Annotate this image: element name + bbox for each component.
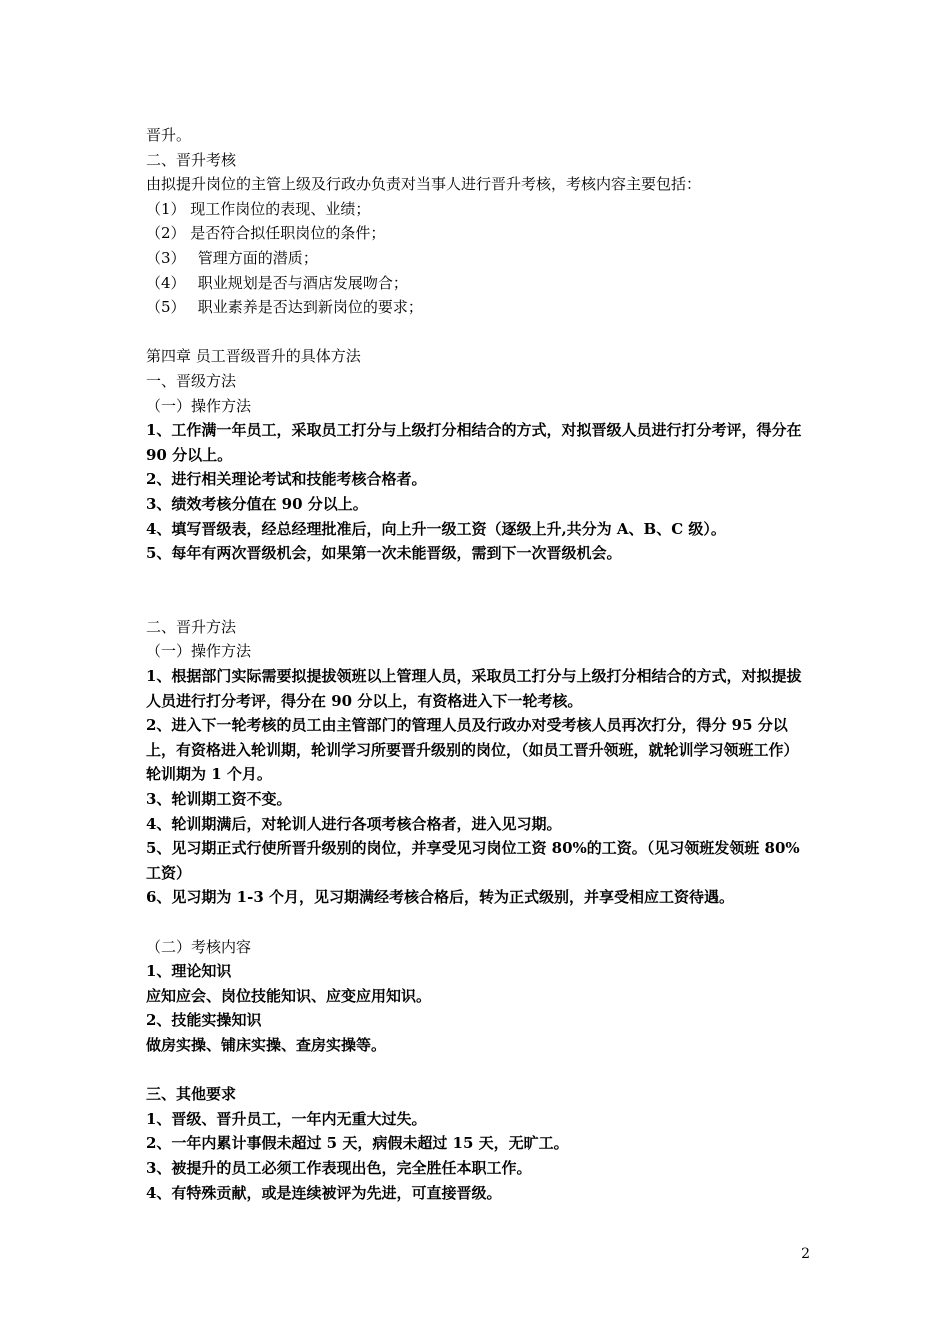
section-heading: 三、其他要求 bbox=[146, 1085, 237, 1104]
list-item: 4、轮训期满后，对轮训人进行各项考核合格者，进入见习期。 bbox=[146, 814, 562, 833]
document-body bbox=[146, 123, 810, 1205]
subsection-heading: （一）操作方法 bbox=[146, 642, 252, 661]
text-line: 应知应会、岗位技能知识、应变应用知识。 bbox=[146, 986, 432, 1005]
list-item: 5、每年有两次晋级机会，如果第一次未能晋级，需到下一次晋级机会。 bbox=[146, 544, 622, 563]
list-item: 3、轮训期工资不变。 bbox=[146, 790, 292, 809]
list-item: 5、见习期正式行使所晋升级别的岗位，并享受见习岗位工资 80%的工资。（见习领班发领班 80%工资） bbox=[146, 839, 800, 882]
list-item: 4、有特殊贡献，或是连续被评为先进，可直接晋级。 bbox=[146, 1183, 502, 1202]
list-item: 2、一年内累计事假未超过 5 天，病假未超过 15 天，无旷工。 bbox=[146, 1134, 569, 1153]
text-line: 由拟提升岗位的主管上级及行政办负责对当事人进行晋升考核，考核内容主要包括： bbox=[146, 175, 702, 194]
list-item: 2、进行相关理论考试和技能考核合格者。 bbox=[146, 470, 427, 489]
list-item: （3） 管理方面的潜质； bbox=[146, 248, 318, 267]
list-item: 3、绩效考核分值在 90 分以上。 bbox=[146, 494, 368, 513]
list-item: 2、技能实操知识 bbox=[146, 1011, 262, 1030]
page-number: 2 bbox=[801, 1246, 810, 1262]
list-item: 6、见习期为 1-3 个月，见习期满经考核合格后，转为正式级别，并享受相应工资待遇。 bbox=[146, 888, 734, 907]
section-heading: 二、晋升方法 bbox=[146, 617, 237, 636]
list-item: （5） 职业素养是否达到新岗位的要求； bbox=[146, 298, 423, 317]
list-item: 3、被提升的员工必须工作表现出色，完全胜任本职工作。 bbox=[146, 1158, 532, 1177]
text-line: 做房实操、铺床实操、查房实操等。 bbox=[146, 1035, 387, 1054]
list-item: 2、进入下一轮考核的员工由主管部门的管理人员及行政办对受考核人员再次打分，得分 95 分以上，有资格进入轮训期，轮训学习所要晋升级别的岗位，（如员工晋升领班，就轮训学习领班工作）轮训期为 1 个月。 bbox=[146, 716, 799, 784]
section-heading: 一、晋级方法 bbox=[146, 371, 237, 390]
list-item: 4、填写晋级表，经总经理批准后，向上升一级工资（逐级上升,共分为 A、B、C 级）。 bbox=[146, 519, 726, 538]
list-item: （2） 是否符合拟任职岗位的条件； bbox=[146, 224, 386, 243]
list-item: （4） 职业规划是否与酒店发展吻合； bbox=[146, 273, 408, 292]
list-item: 1、晋级、晋升员工，一年内无重大过失。 bbox=[146, 1109, 427, 1128]
list-item: 1、根据部门实际需要拟提拔领班以上管理人员，采取员工打分与上级打分相结合的方式，对拟提拔人员进行打分考评，得分在 90 分以上，有资格进入下一轮考核。 bbox=[146, 667, 802, 710]
subsection-heading: （二）考核内容 bbox=[146, 937, 252, 956]
list-item: 1、工作满一年员工，采取员工打分与上级打分相结合的方式，对拟晋级人员进行打分考评，得分在 90 分以上。 bbox=[146, 421, 802, 464]
chapter-heading: 第四章 员工晋级晋升的具体方法 bbox=[146, 347, 361, 366]
text-line: 晋升。 bbox=[146, 126, 192, 144]
section-heading: 二、晋升考核 bbox=[146, 150, 237, 169]
subsection-heading: （一）操作方法 bbox=[146, 396, 252, 415]
list-item: （1） 现工作岗位的表现、业绩； bbox=[146, 199, 371, 218]
list-item: 1、理论知识 bbox=[146, 962, 232, 981]
